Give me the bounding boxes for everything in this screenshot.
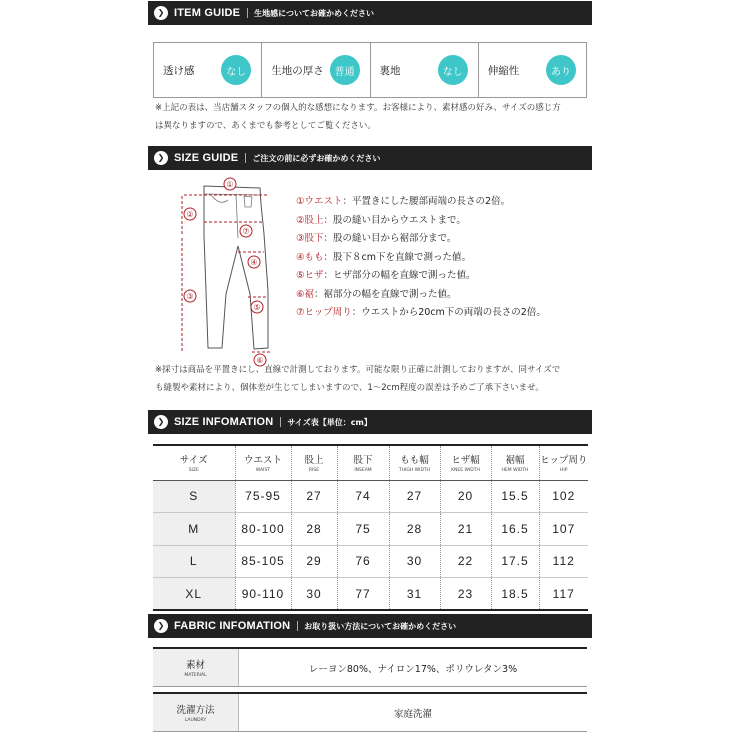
fabric-key: 素材 MATERIAL bbox=[153, 649, 239, 686]
item-guide-subtitle: 生地感についてお確かめください bbox=[254, 8, 375, 18]
size-guide-header bbox=[148, 146, 592, 170]
table-cell: 30 bbox=[389, 545, 440, 578]
measure-list bbox=[296, 191, 546, 321]
list-item: ④もも ：股下８cm下を直線で測った値。 bbox=[296, 251, 472, 263]
table-cell: L bbox=[153, 545, 235, 578]
marker-text: ③ bbox=[186, 292, 194, 301]
table-cell: 75-95 bbox=[235, 480, 291, 513]
size-table bbox=[153, 444, 588, 611]
list-item: ①ウエスト ：平置きにした腰部両端の長さの2倍。 bbox=[296, 196, 511, 208]
guide-cell-stretch bbox=[479, 43, 586, 97]
size-guide-subtitle: ご注文の前に必ずお確かめください bbox=[252, 153, 381, 163]
guide-cell-sheerness bbox=[154, 43, 262, 97]
table-cell: 80-100 bbox=[235, 513, 291, 546]
table-cell: 16.5 bbox=[491, 513, 539, 546]
guide-label: 裏地 bbox=[379, 64, 401, 77]
table-cell: 112 bbox=[539, 545, 588, 578]
size-info-subtitle: サイズ表【単位：cm】 bbox=[287, 417, 372, 427]
item-guide-title: ITEM GUIDE bbox=[174, 7, 241, 19]
list-item: ⑥裾 ：裾部分の幅を直線で測った値。 bbox=[296, 288, 457, 300]
table-cell: 28 bbox=[291, 513, 337, 546]
table-cell: 27 bbox=[291, 480, 337, 513]
column-header: 裾幅 HEM WIDTH bbox=[491, 445, 539, 480]
column-header: サイズ SIZE bbox=[153, 445, 235, 480]
column-header: ウエスト WAIST bbox=[235, 445, 291, 480]
pants-diagram bbox=[172, 176, 276, 368]
marker-text: ① bbox=[226, 180, 234, 189]
table-cell: 90-110 bbox=[235, 578, 291, 611]
table-row bbox=[153, 545, 588, 578]
table-row bbox=[153, 513, 588, 546]
column-header: もも幅 THIGH WIDTH bbox=[389, 445, 440, 480]
marker-text: ⑥ bbox=[256, 356, 264, 365]
size-info-header bbox=[148, 410, 592, 434]
list-item: ②股上 ：股の縫い目からウエストまで。 bbox=[296, 214, 466, 226]
column-header: 股上 RISE bbox=[291, 445, 337, 480]
column-header: 股下 INSEAM bbox=[337, 445, 389, 480]
table-cell: 85-105 bbox=[235, 545, 291, 578]
table-cell: 27 bbox=[389, 480, 440, 513]
fabric-key: 洗濯方法 LAUNDRY bbox=[153, 694, 239, 731]
column-header: ヒップ周り HIP bbox=[539, 445, 588, 480]
list-item: ⑤ヒザ ：ヒザ部分の幅を直線で測った値。 bbox=[296, 270, 476, 282]
guide-label: 伸縮性 bbox=[487, 64, 520, 77]
table-cell: 117 bbox=[539, 578, 588, 611]
marker-text: ⑦ bbox=[242, 227, 250, 236]
table-cell: 107 bbox=[539, 513, 588, 546]
item-guide-header bbox=[148, 1, 592, 25]
table-cell: M bbox=[153, 513, 235, 546]
fabric-info-title: FABRIC INFOMATION bbox=[174, 620, 291, 632]
table-header-row bbox=[153, 445, 588, 480]
chevron-right-icon: ❯ bbox=[154, 151, 168, 165]
table-cell: 22 bbox=[440, 545, 491, 578]
fabric-material-value: レーヨン80%、ナイロン17%、ポリウレタン3% bbox=[308, 663, 518, 675]
table-cell: 102 bbox=[539, 480, 588, 513]
chevron-right-icon: ❯ bbox=[154, 6, 168, 20]
column-header: ヒザ幅 KNEE WIDTH bbox=[440, 445, 491, 480]
table-cell: 20 bbox=[440, 480, 491, 513]
marker-text: ④ bbox=[250, 258, 258, 267]
table-row bbox=[153, 480, 588, 513]
guide-value-badge: あり bbox=[546, 55, 576, 85]
guide-value-badge: 普通 bbox=[330, 55, 360, 85]
list-item: ③股下 ：股の縫い目から裾部分まで。 bbox=[296, 233, 457, 245]
fabric-laundry-value: 家庭洗濯 bbox=[393, 708, 432, 720]
divider bbox=[247, 8, 248, 18]
size-guide-note: ※採寸は商品を平置きにし、直線で計測しております。可能な限り正確に計測しておりますが、同サイズで も縫製や素材により、個体差が生じてしまいますので、1～2cm程度の誤差は予めご了承下さいませ。 bbox=[155, 365, 561, 393]
guide-value-badge: なし bbox=[438, 55, 468, 85]
table-cell: 29 bbox=[291, 545, 337, 578]
fabric-info-subtitle: お取り扱い方法についてお確かめください bbox=[304, 621, 457, 631]
chevron-right-icon: ❯ bbox=[154, 415, 168, 429]
marker-text: ⑤ bbox=[253, 303, 261, 312]
table-cell: 28 bbox=[389, 513, 440, 546]
size-guide-title: SIZE GUIDE bbox=[174, 152, 239, 164]
table-cell: 18.5 bbox=[491, 578, 539, 611]
guide-label: 生地の厚さ bbox=[271, 64, 324, 77]
table-cell: XL bbox=[153, 578, 235, 611]
table-cell: 74 bbox=[337, 480, 389, 513]
table-cell: 76 bbox=[337, 545, 389, 578]
item-guide-note: ※上記の表は、当店舗スタッフの個人的な感想になります。お客様により、素材感の好み、サイズの感じ方 は異なりますので、あくまでも参考としてご覧ください。 bbox=[155, 103, 561, 131]
guide-cell-lining bbox=[371, 43, 479, 97]
marker-text: ② bbox=[186, 210, 194, 219]
table-cell: 23 bbox=[440, 578, 491, 611]
size-info-title: SIZE INFOMATION bbox=[174, 416, 274, 428]
guide-cell-thickness bbox=[262, 43, 370, 97]
guide-value-badge: なし bbox=[221, 55, 251, 85]
table-cell: 15.5 bbox=[491, 480, 539, 513]
divider bbox=[245, 153, 246, 163]
chevron-right-icon: ❯ bbox=[154, 619, 168, 633]
table-cell: 31 bbox=[389, 578, 440, 611]
table-row bbox=[153, 578, 588, 611]
table-cell: 77 bbox=[337, 578, 389, 611]
fabric-laundry-row bbox=[153, 692, 587, 732]
item-guide-table bbox=[153, 42, 587, 98]
table-cell: 75 bbox=[337, 513, 389, 546]
table-cell: 17.5 bbox=[491, 545, 539, 578]
list-item: ⑦ヒップ周り ：ウエストから20cm下の両端の長さの2倍。 bbox=[296, 307, 546, 319]
divider bbox=[297, 621, 298, 631]
table-cell: 21 bbox=[440, 513, 491, 546]
guide-label: 透け感 bbox=[163, 64, 195, 77]
fabric-material-row bbox=[153, 647, 587, 687]
table-cell: 30 bbox=[291, 578, 337, 611]
fabric-info-header bbox=[148, 614, 592, 638]
divider bbox=[280, 417, 281, 427]
table-cell: S bbox=[153, 480, 235, 513]
